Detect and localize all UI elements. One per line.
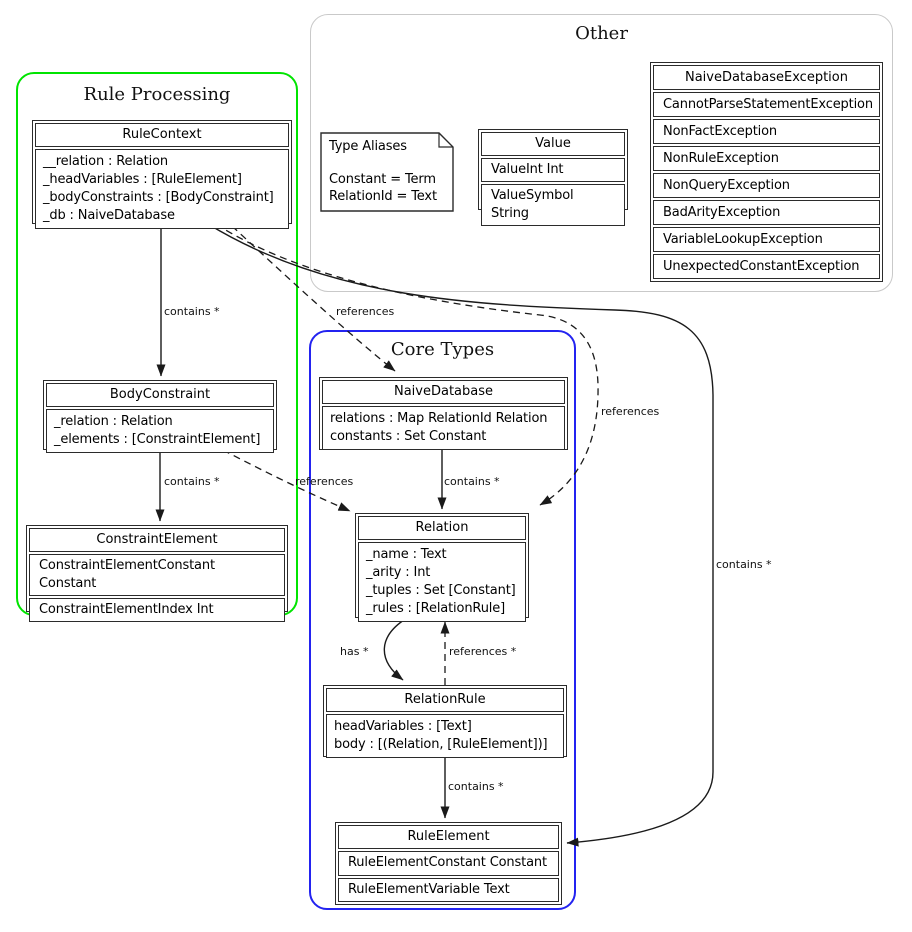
attribute: _headVariables : [RuleElement] [43, 172, 242, 187]
edge-label-contains: contains * [448, 780, 504, 793]
group-core-types-title: Core Types [390, 339, 495, 360]
class-relation [355, 513, 529, 618]
class-rulecontext [32, 120, 292, 224]
edge-label-references: references [601, 405, 660, 418]
attribute: _tuples : Set [Constant] [366, 583, 516, 598]
class-naivedatabaseexception-title: NaiveDatabaseException [653, 65, 880, 90]
attribute: relations : Map RelationId Relation [330, 411, 548, 426]
constructor-row: NonQueryException [653, 173, 880, 198]
class-constraintelement-title: ConstraintElement [29, 528, 285, 552]
class-ruleelement [335, 822, 562, 905]
note-text [329, 138, 437, 205]
class-rulecontext-title: RuleContext [35, 123, 289, 147]
class-bodyconstraint [43, 380, 277, 450]
constructor-row: RuleElementVariable Text [338, 878, 559, 903]
constructor-row: NonRuleException [653, 146, 880, 171]
class-relation-title: Relation [358, 516, 526, 540]
note-line: RelationId = Text [329, 189, 437, 204]
class-value [478, 129, 628, 221]
attribute: _relation : Relation [54, 414, 173, 429]
class-constraintelement [26, 525, 288, 617]
constructor-row: BadArityException [653, 200, 880, 225]
constructor-row: ConstraintElementConstant Constant [29, 554, 285, 596]
attribute: body : [(Relation, [RuleElement])] [334, 737, 548, 752]
class-naivedatabase-title: NaiveDatabase [322, 380, 565, 404]
edge-label-references: references [336, 305, 395, 318]
edge-label-references: references * [449, 645, 517, 658]
class-rulecontext-attributes [35, 149, 289, 229]
class-relationrule-attributes [326, 714, 564, 758]
attribute: _name : Text [366, 547, 447, 562]
edge-label-contains: contains * [164, 305, 220, 318]
note-line: Constant = Term [329, 172, 436, 187]
constructor-row: UnexpectedConstantException [653, 254, 880, 279]
constructor-row: ValueSymbol String [481, 184, 625, 226]
group-rule-processing-title: Rule Processing [83, 84, 231, 105]
edge-label-contains: contains * [164, 475, 220, 488]
note-title: Type Aliases [329, 139, 407, 154]
edge-label-has: has * [340, 645, 369, 658]
class-naivedatabase-attributes [322, 406, 565, 450]
class-relationrule-title: RelationRule [326, 688, 564, 712]
note-type-aliases [320, 132, 454, 212]
class-bodyconstraint-title: BodyConstraint [46, 383, 274, 407]
attribute: _db : NaiveDatabase [43, 208, 175, 223]
attribute: headVariables : [Text] [334, 719, 472, 734]
constructor-row: VariableLookupException [653, 227, 880, 252]
attribute: constants : Set Constant [330, 429, 487, 444]
class-naivedatabaseexception [650, 62, 883, 282]
class-value-title: Value [481, 132, 625, 156]
edge-label-contains: contains * [444, 475, 500, 488]
constructor-row: NonFactException [653, 119, 880, 144]
edge-label-references: references [295, 475, 354, 488]
class-ruleelement-title: RuleElement [338, 825, 559, 849]
edge-label-contains: contains * [716, 558, 772, 571]
class-bodyconstraint-attributes [46, 409, 274, 453]
attribute: _elements : [ConstraintElement] [54, 432, 261, 447]
class-relation-attributes [358, 542, 526, 622]
class-naivedatabase [319, 377, 568, 450]
constructor-row: CannotParseStatementException [653, 92, 880, 117]
class-relationrule [323, 685, 567, 757]
attribute: _arity : Int [366, 565, 431, 580]
attribute: _bodyConstraints : [BodyConstraint] [43, 190, 274, 205]
attribute: _rules : [RelationRule] [366, 601, 506, 616]
attribute: __relation : Relation [43, 154, 168, 169]
group-other-title: Other [575, 23, 628, 44]
constructor-row: RuleElementConstant Constant [338, 851, 559, 876]
constructor-row: ConstraintElementIndex Int [29, 598, 285, 622]
constructor-row: ValueInt Int [481, 158, 625, 182]
